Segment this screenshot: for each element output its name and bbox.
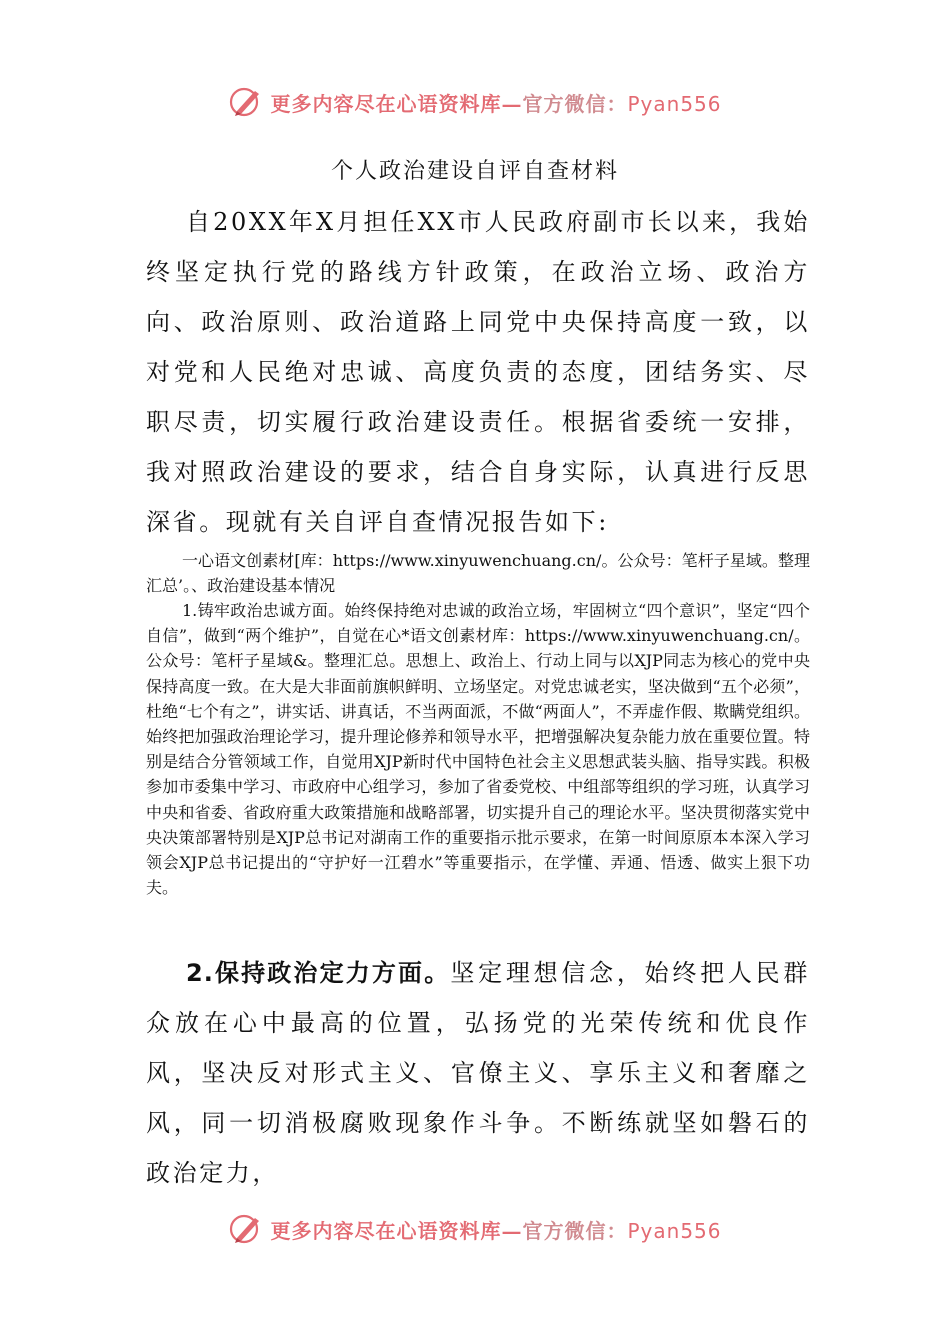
section-heading-block [146,548,810,598]
header-watermark-banner [0,78,950,126]
item-two-lead: 2.保持政治定力方面。 [186,959,451,987]
item-two-paragraph [146,948,810,1198]
footer-watermark-banner [0,1205,950,1253]
item-one-paragraph: 1.铸牢政治忠诚方面。始终保持绝对忠诚的政治立场，牢固树立“四个意识”，坚定“四个自信”，做到“两个维护”，自觉在心*语文创素材库：https://www.xinyuwenchuang.cn/。公众号：笔杆子星域&。整理汇总。思想上、政治上、行动上同与以XJP同志为核心的党中央保持高度一致。在大是大非面前旗帜鲜明、立场坚定。对党忠诚老实，坚决做到“五个必须”，杜绝“七个有之”，讲实话、讲真话，不当两面派，不做“两面人”，不弄虚作假、欺瞒党组织。始终把加强政治理论学习，提升理论修养和领导水平，把增强解决复杂能力放在重要位置。特别是结合分管领域工作，自觉用XJP新时代中国特色社会主义思想武装头脑、指导实践。积极参加市委集中学习、市政府中心组学习，参加了省委党校、中组部等组织的学习班，认真学习中央和省委、省政府重大政策措施和战略部署，切实提升自己的理论水平。坚决贯彻落实党中央决策部署特别是XJP总书记对湖南工作的重要指示批示要求，在第一时间原原本本深入学习领会XJP总书记提出的“守护好一江碧水”等重要指示，在学懂、弄通、悟透、做实上狠下功夫。 [146,601,810,898]
header-watermark-text: 更多内容尽在心语资料库—官方微信：Pyan556 [270,91,722,116]
item-two-body: 坚定理想信念，始终把人民群众放在心中最高的位置，弘扬党的光荣传统和优良作风，坚决反对形式主义、官僚主义、享乐主义和奢靡之风，同一切消极腐败现象作斗争。不断练就坚如磐石的政治定力， [146,959,810,1187]
intro-paragraph: 自20XX年X月担任XX市人民政府副市长以来，我始终坚定执行党的路线方针政策，在政治立场、政治方向、政治原则、政治道路上同党中央保持高度一致，以对党和人民绝对忠诚、高度负责的态度，团结务实、尽职尽责，切实履行政治建设责任。根据省委统一安排，我对照政治建设的要求，结合自身实际，认真进行反思深省。现就有关自评自查情况报告如下: [146,208,810,536]
pen-logo-icon [228,1211,264,1247]
item-one-block [146,598,810,900]
pen-logo-icon [228,84,264,120]
footer-watermark-text: 更多内容尽在心语资料库—官方微信：Pyan556 [270,1218,722,1243]
section-one-line: 一心语文创素材[库：https://www.xinyuwenchuang.cn/。公众号：笔杆子星域。整理汇总’。、政治建设基本情况 [146,551,810,596]
document-title: 个人政治建设自评自查材料 [330,159,619,184]
